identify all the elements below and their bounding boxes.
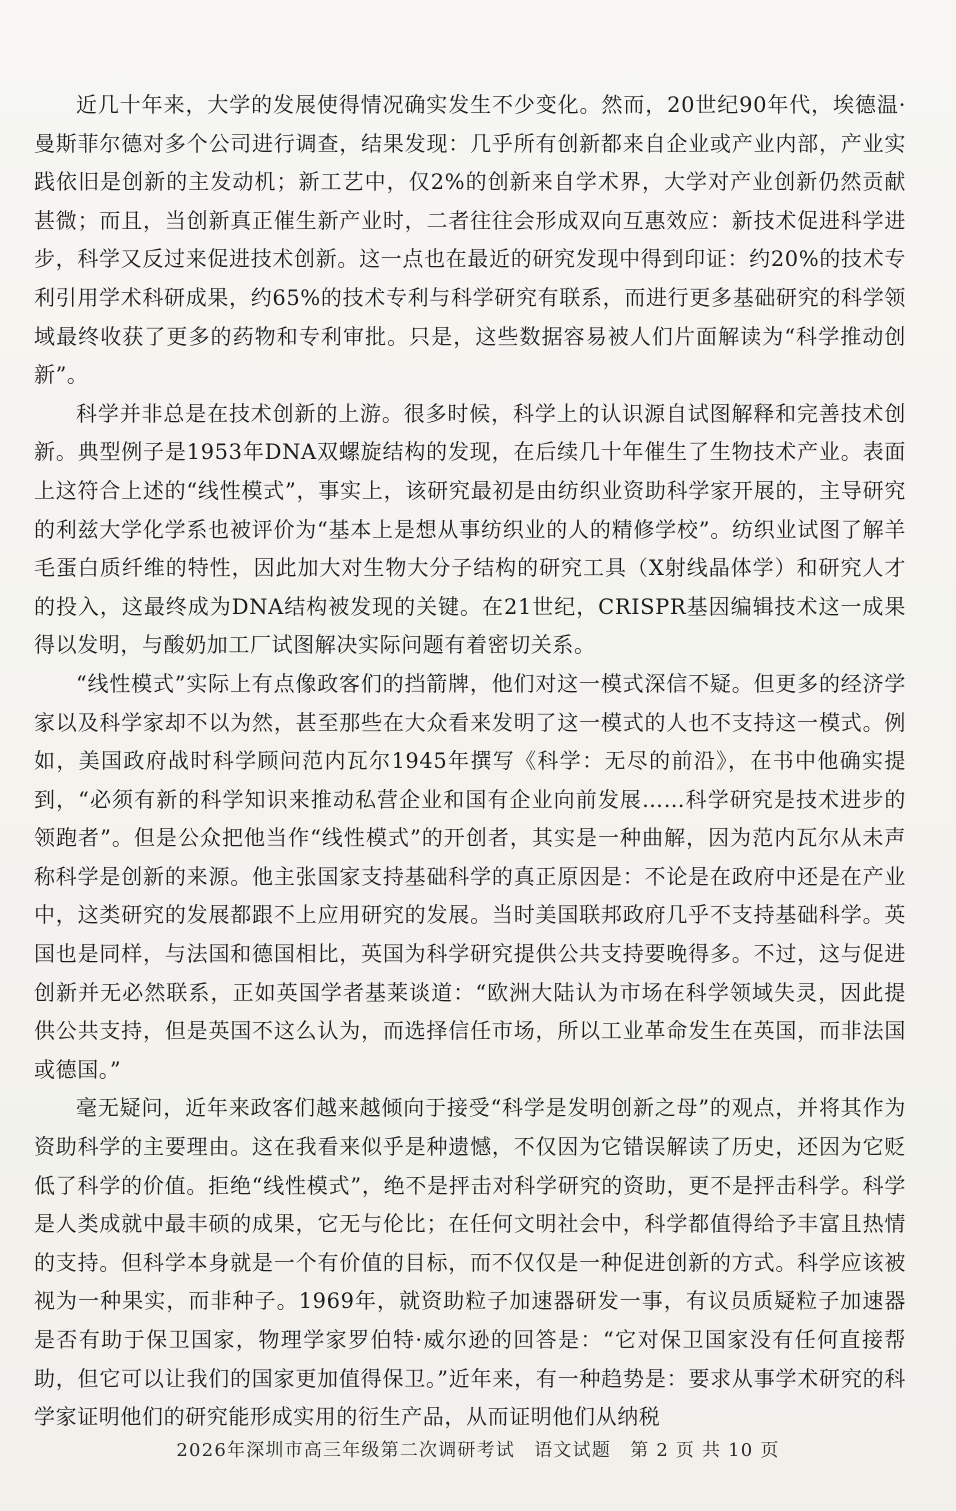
paragraph-2: 科学并非总是在技术创新的上游。很多时候，科学上的认识源自试图解释和完善技术创新。典型例子是1953年DNA双螺旋结构的发现，在后续几十年催生了生物技术产业。表面上这符合上述的“线性模式”，事实上，该研究最初是由纺织业资助科学家开展的，主导研究的利兹大学化学系也被评价为“基本上是想从事纺织业的人的精修学校”。纺织业试图了解羊毛蛋白质纤维的特性，因此加大对生物大分子结构的研究工具（X射线晶体学）和研究人才的投入，这最终成为DNA结构被发现的关键。在21世纪，CRISPR基因编辑技术这一成果得以发明，与酸奶加工厂试图解决实际问题有着密切关系。 bbox=[34, 401, 906, 658]
paragraph-1: 近几十年来，大学的发展使得情况确实发生不少变化。然而，20世纪90年代，埃德温·曼斯菲尔德对多个公司进行调查，结果发现：几乎所有创新都来自企业或产业内部，产业实践依旧是创新的主发动机；新工艺中，仅2%的创新来自学术界，大学对产业创新仍然贡献甚微；而且，当创新真正催生新产业时，二者往往会形成双向互惠效应：新技术促进科学进步，科学又反过来促进技术创新。这一点也在最近的研究发现中得到印证：约20%的技术专利引用学术科研成果，约65%的技术专利与科学研究有联系，而进行更多基础研究的科学领域最终收获了更多的药物和专利审批。只是，这些数据容易被人们片面解读为“科学推动创新”。 bbox=[34, 93, 906, 388]
paragraph-4: 毫无疑问，近年来政客们越来越倾向于接受“科学是发明创新之母”的观点，并将其作为资助科学的主要理由。这在我看来似乎是种遗憾，不仅因为它错误解读了历史，还因为它贬低了科学的价值。拒绝“线性模式”，绝不是抨击对科学研究的资助，更不是抨击科学。科学是人类成就中最丰硕的成果，它无与伦比；在任何文明社会中，科学都值得给予丰富且热情的支持。但科学本身就是一个有价值的目标，而不仅仅是一种促进创新的方式。科学应该被视为一种果实，而非种子。1969年，就资助粒子加速器研发一事，有议员质疑粒子加速器是否有助于保卫国家，物理学家罗伯特·威尔逊的回答是：“它对保卫国家没有任何直接帮助，但它可以让我们的国家更加值得保卫。”近年来，有一种趋势是：要求从事学术研究的科学家证明他们的研究能形成实用的衍生产品，从而证明他们从纳税 bbox=[34, 1096, 906, 1430]
page-footer: 2026年深圳市高三年级第二次调研考试 语文试题 第 2 页 共 10 页 bbox=[176, 1440, 780, 1461]
article-body bbox=[34, 86, 906, 1437]
paragraph-3: “线性模式”实际上有点像政客们的挡箭牌，他们对这一模式深信不疑。但更多的经济学家以及科学家却不以为然，甚至那些在大众看来发明了这一模式的人也不支持这一模式。例如，美国政府战时科学顾问范内瓦尔1945年撰写《科学：无尽的前沿》，在书中他确实提到，“必须有新的科学知识来推动私营企业和国有企业向前发展……科学研究是技术进步的领跑者”。但是公众把他当作“线性模式”的开创者，其实是一种曲解，因为范内瓦尔从未声称科学是创新的来源。他主张国家支持基础科学的真正原因是：不论是在政府中还是在产业中，这类研究的发展都跟不上应用研究的发展。当时美国联邦政府几乎不支持基础科学。英国也是同样，与法国和德国相比，英国为科学研究提供公共支持要晚得多。不过，这与促进创新并无必然联系，正如英国学者基莱谈道：“欧洲大陆认为市场在科学领域失灵，因此提供公共支持，但是英国不这么认为，而选择信任市场，所以工业革命发生在英国，而非法国或德国。” bbox=[34, 671, 906, 1082]
